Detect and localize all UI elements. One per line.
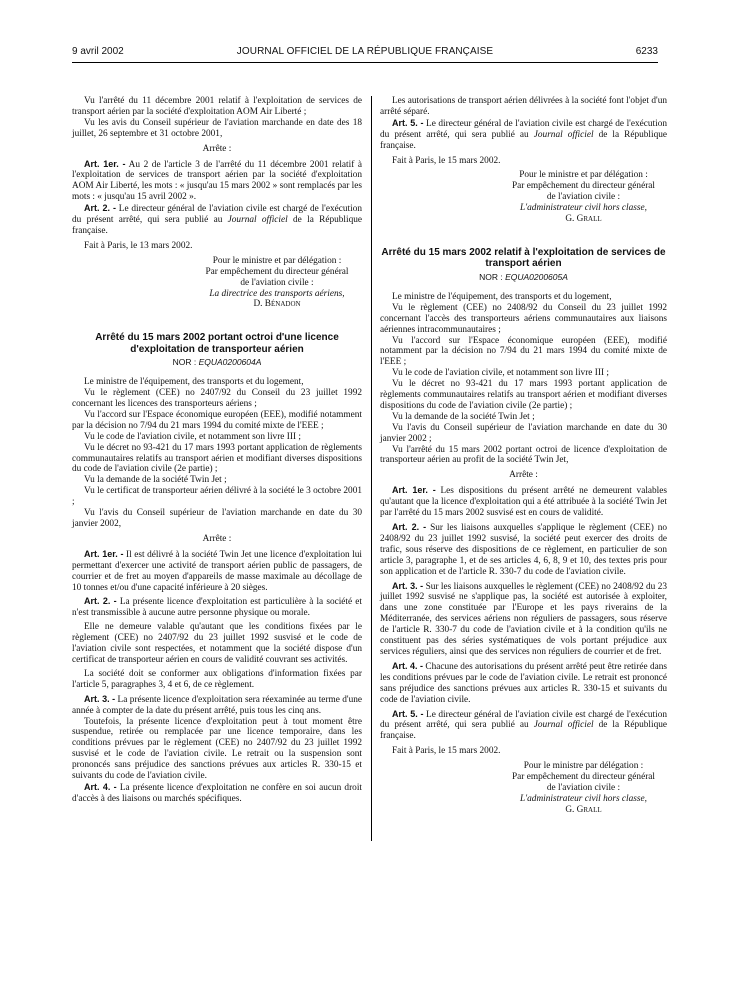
article-label: Art. 1er. - [84,158,126,169]
article-text: Au 2 de l'article 3 de l'arrêté du 11 décembre 2001 relatif à l'exploitation de services de transport aérien par la société d'exploitation AOM Air Liberté, les mots : « jusqu'au 15 mars 2002 » sont remplacés par les mots : « jusqu'au 15 avril 2002 ». [72,159,363,203]
signatory-name: G. Grall [565,804,602,815]
header-rule [72,62,658,63]
article-label: Art. 3. - [84,693,116,704]
article-text-end: de la République française. [380,129,668,151]
journal-title: JOURNAL OFFICIEL DE LA RÉPUBLIQUE FRANÇAISE [236,46,494,57]
body-paragraph: Les autorisations de transport aérien délivrées à la société font l'objet d'un arrêté séparé. [380,96,667,117]
nor-reference [72,357,362,368]
article-label: Art. 2. - [84,203,116,214]
visa-paragraph: Vu l'avis du Conseil supérieur de l'aviation marchande en date du 30 janvier 2002 ; [380,422,667,444]
article-text: Il est délivré à la société Twin Jet une licence d'exploitation lui permettant d'exercer une activité de transport aérien public de passagers, de courrier et de fret au moyen d'appareils de masse maximale au décollage de 10 tonnes et/ou d'une capacité inférieure à 20 sièges. [72,549,363,593]
article-label: Art. 5. - [392,117,424,128]
nor-label: NOR : [172,357,197,368]
signature-line: Pour le ministre et par délégation : [519,170,648,181]
nor-code: EQUA0200605A [505,271,568,282]
article-text: Chacune des autorisations du présent arrêté peut être retirée dans les conditions prévues par le code de l'aviation civile. Le retrait est prononcé sans préjudice des sanctions prévues aux articles R. 330-15 et suivants du code de l'aviation civile. [380,661,667,705]
article-paragraph [72,203,362,237]
signature-line: Pour le ministre par délégation : [523,761,644,772]
column-divider [371,96,372,841]
visa-paragraph: Vu le règlement (CEE) no 2408/92 du Conseil du 23 juillet 1992 concernant l'accès des transporteurs aériens communautaires aux liaisons aériennes intracommunautaires ; [380,302,667,335]
signature-line: Par empêchement du directeur général [512,181,655,192]
article-paragraph [72,782,362,805]
fait-a-paris: Fait à Paris, le 15 mars 2002. [392,746,501,757]
visa-paragraph: Vu le décret no 93-421 du 17 mars 1993 portant application de règlements communautaires relatifs au transport aérien et modifiant diverses dispositions du code de l'aviation civile (2e partie) ; [72,442,362,475]
visa-paragraph: Vu l'accord sur l'Espace économique européen (EEE), modifié notamment par la décision no 7/94 du 21 mars 1994 du comité mixte de l'EEE ; [72,409,362,431]
signatory-title-text: La directrice des transports aériens, [209,288,345,299]
journal-officiel-ref: Journal officiel [227,215,288,226]
visa-paragraph: Vu l'avis du Conseil supérieur de l'aviation marchande en date du 30 janvier 2002, [72,508,362,529]
article-text: La présente licence d'exploitation sera réexaminée au terme d'une année à compter de la date du présent arrêté, puis tous les cinq ans. [72,694,362,716]
visa-paragraph: Vu l'arrêté du 11 décembre 2001 relatif à l'exploitation de services de transport aérien par la société d'exploitation AOM Air Liberté ; [72,96,362,117]
visa-paragraph: Le ministre de l'équipement, des transports et du logement, [392,291,612,302]
fait-a-paris: Fait à Paris, le 13 mars 2002. [84,240,193,251]
article-text: La présente licence d'exploitation est particulière à la société et n'est transmissible à aucune autre personne physique ou morale. [72,597,362,619]
page-header [72,46,658,62]
article-text: La présente licence d'exploitation ne confère en soi aucun droit d'accès à des liaisons ou marchés spécifiques. [72,782,362,804]
signature-line: de l'aviation civile : [546,192,621,203]
article-text: Sur les liaisons auxquelles s'applique le règlement (CEE) no 2408/92 du 23 juillet 1992 susvisé, la société peut exercer des droits de trafic, sous réserve des dispositions de ce règlement, en particulier de son article 3, paragraphe 1, et de ses articles 4, 6, 8, 9 et 10, des textes pris pour son application et de l'article R. 330-7 du code de l'aviation civile. [380,523,667,577]
article-label: Art. 4. - [84,781,117,792]
article-paragraph [380,522,667,578]
right-column [380,96,667,816]
signatory-title [500,794,667,805]
visa-paragraph: Le ministre de l'équipement, des transports et du logement, [84,377,304,388]
article-paragraph [380,709,667,743]
signature-line: de l'aviation civile : [240,277,314,288]
visa-paragraph: Vu le décret no 93-421 du 17 mars 1993 portant application de règlements communautaires relatifs au transport aérien et modifiant diverses dispositions du code de l'aviation civile (2e partie) ; [380,379,667,411]
visa-paragraph: Vu la demande de la société Twin Jet ; [392,411,535,422]
article-paragraph [72,549,362,594]
signatory-name: G. Grall [565,214,602,225]
nor-reference [380,272,667,283]
page-number: 6233 [635,46,658,57]
article-text: Le directeur général de l'aviation civile est chargé de l'exécution du présent arrêté, qui sera publié au [380,118,667,140]
article-text-end: de la République française. [380,720,668,742]
visa-paragraph: Vu la demande de la société Twin Jet ; [84,475,227,486]
article-text: Le directeur général de l'aviation civile est chargé de l'exécution du présent arrêté, qui sera publié au [72,204,362,226]
visa-paragraph: Vu l'accord sur l'Espace économique européen (EEE), modifié notamment par la décision no 7/94 du 21 mars 1994 du comité mixte de l'EEE ; [380,335,667,368]
article-label: Art. 1er. - [84,548,124,559]
article-paragraph [380,581,667,658]
body-paragraph: La société doit se conformer aux obligations d'information fixées par l'article 5, paragraphes 3, 4 et 6, de ce règlement. [72,668,362,690]
header-date: 9 avril 2002 [72,46,124,57]
signatory-title [192,289,362,300]
signature-line: de l'aviation civile : [546,782,621,793]
article-paragraph [380,661,667,706]
article-paragraph [380,118,667,152]
article-paragraph [380,485,667,519]
decree-title: Arrêté du 15 mars 2002 relatif à l'exploitation de services de transport aérien [381,246,666,270]
body-paragraph: Toutefois, la présente licence d'exploitation peut à tout moment être suspendue, retirée ou remplacée par une licence temporaire, dans les conditions prévues par le règlement (CEE) no 2407/92 du 23 juillet 1992 susvisé et le code de l'aviation civile. Le retrait ou la suspension sont prononcés sans préjudice des sanctions prévues aux articles R. 330-15 et suivants du code de l'aviation civile. [72,716,362,782]
visa-paragraph: Vu le règlement (CEE) no 2407/92 du Conseil du 23 juillet 1992 concernant les licences des transporteurs aériens ; [72,388,362,410]
signature-line: Par empêchement du directeur général [205,266,349,277]
article-text: Le directeur général de l'aviation civile est chargé de l'exécution du présent arrêté, qui sera publié au [380,709,667,731]
article-label: Art. 2. - [392,522,427,532]
article-label: Art. 5. - [392,708,424,719]
article-text: Les dispositions du présent arrêté ne demeurent valables qu'autant que la licence d'exploitation qui a été attribuée à la société Twin Jet par l'arrêté du 15 mars 2002 susvisé est en cours de validité. [380,486,668,519]
visa-paragraph: Vu l'arrêté du 15 mars 2002 portant octroi de licence d'exploitation de transporteur aérien au profit de la société Twin Jet, [380,444,667,466]
signatory-title-text: L'administrateur civil hors classe, [520,793,647,804]
article-label: Art. 2. - [84,596,117,607]
nor-code: EQUA0200604A [198,357,262,368]
fait-a-paris: Fait à Paris, le 15 mars 2002. [392,155,501,166]
visa-paragraph: Vu le code de l'aviation civile, et notamment son livre III ; [392,368,609,379]
signature-line: Par empêchement du directeur général [512,772,655,783]
journal-officiel-ref: Journal officiel [533,129,594,140]
journal-officiel-ref: Journal officiel [533,720,594,731]
visa-paragraph: Vu le code de l'aviation civile, et notamment son livre III ; [84,431,301,442]
visa-paragraph: Vu les avis du Conseil supérieur de l'aviation marchande en date des 18 juillet, 26 septembre et 31 octobre 2001, [72,117,362,139]
arrete-heading: Arrête : [202,143,232,154]
article-label: Art. 4. - [392,660,424,671]
nor-label: NOR : [479,271,503,282]
article-label: Art. 1er. - [392,485,436,496]
decree-title: Arrêté du 15 mars 2002 portant octroi d'une licence d'exploitation de transporteur aérien [95,332,339,355]
signatory-name: D. Bénadon [253,299,301,310]
body-paragraph: Elle ne demeure valable qu'autant que les conditions fixées par le règlement (CEE) no 2407/92 du 23 juillet 1992 susvisé et le code de l'aviation civile sont respectées, et notamment que la société dispose d'un certificat de transporteur aérien en cours de validité couvrant ses activités. [72,622,362,665]
article-label: Art. 3. - [392,580,424,591]
arrete-heading: Arrête : [202,533,232,544]
visa-paragraph: Vu le certificat de transporteur aérien délivré à la société le 3 octobre 2001 ; [72,486,362,508]
article-paragraph [72,596,362,619]
signatory-title-text: L'administrateur civil hors classe, [520,203,647,214]
article-paragraph [72,159,362,204]
article-text: Sur les liaisons auxquelles le règlement (CEE) no 2408/92 du 23 juillet 1992 susvisé ne s'applique pas, la société est autorisée à exploiter, dans une zone constituée par l'Europe et les pays riverains de la Méditerranée, des services aériens non réguliers de passagers, sous réserve de l'article R. 330-7 du code de l'aviation civile et à la condition qu'ils ne constituent pas des séries systématiques de vols portant préjudice aux services réguliers, ainsi que des services non réguliers de courrier et de fret. [380,581,667,657]
article-text-end: de la République française. [72,215,362,236]
signatory-title [500,203,667,214]
arrete-heading: Arrête : [509,470,538,481]
left-column [72,96,362,805]
article-paragraph [72,694,362,717]
signature-line: Pour le ministre et par délégation : [212,255,342,266]
